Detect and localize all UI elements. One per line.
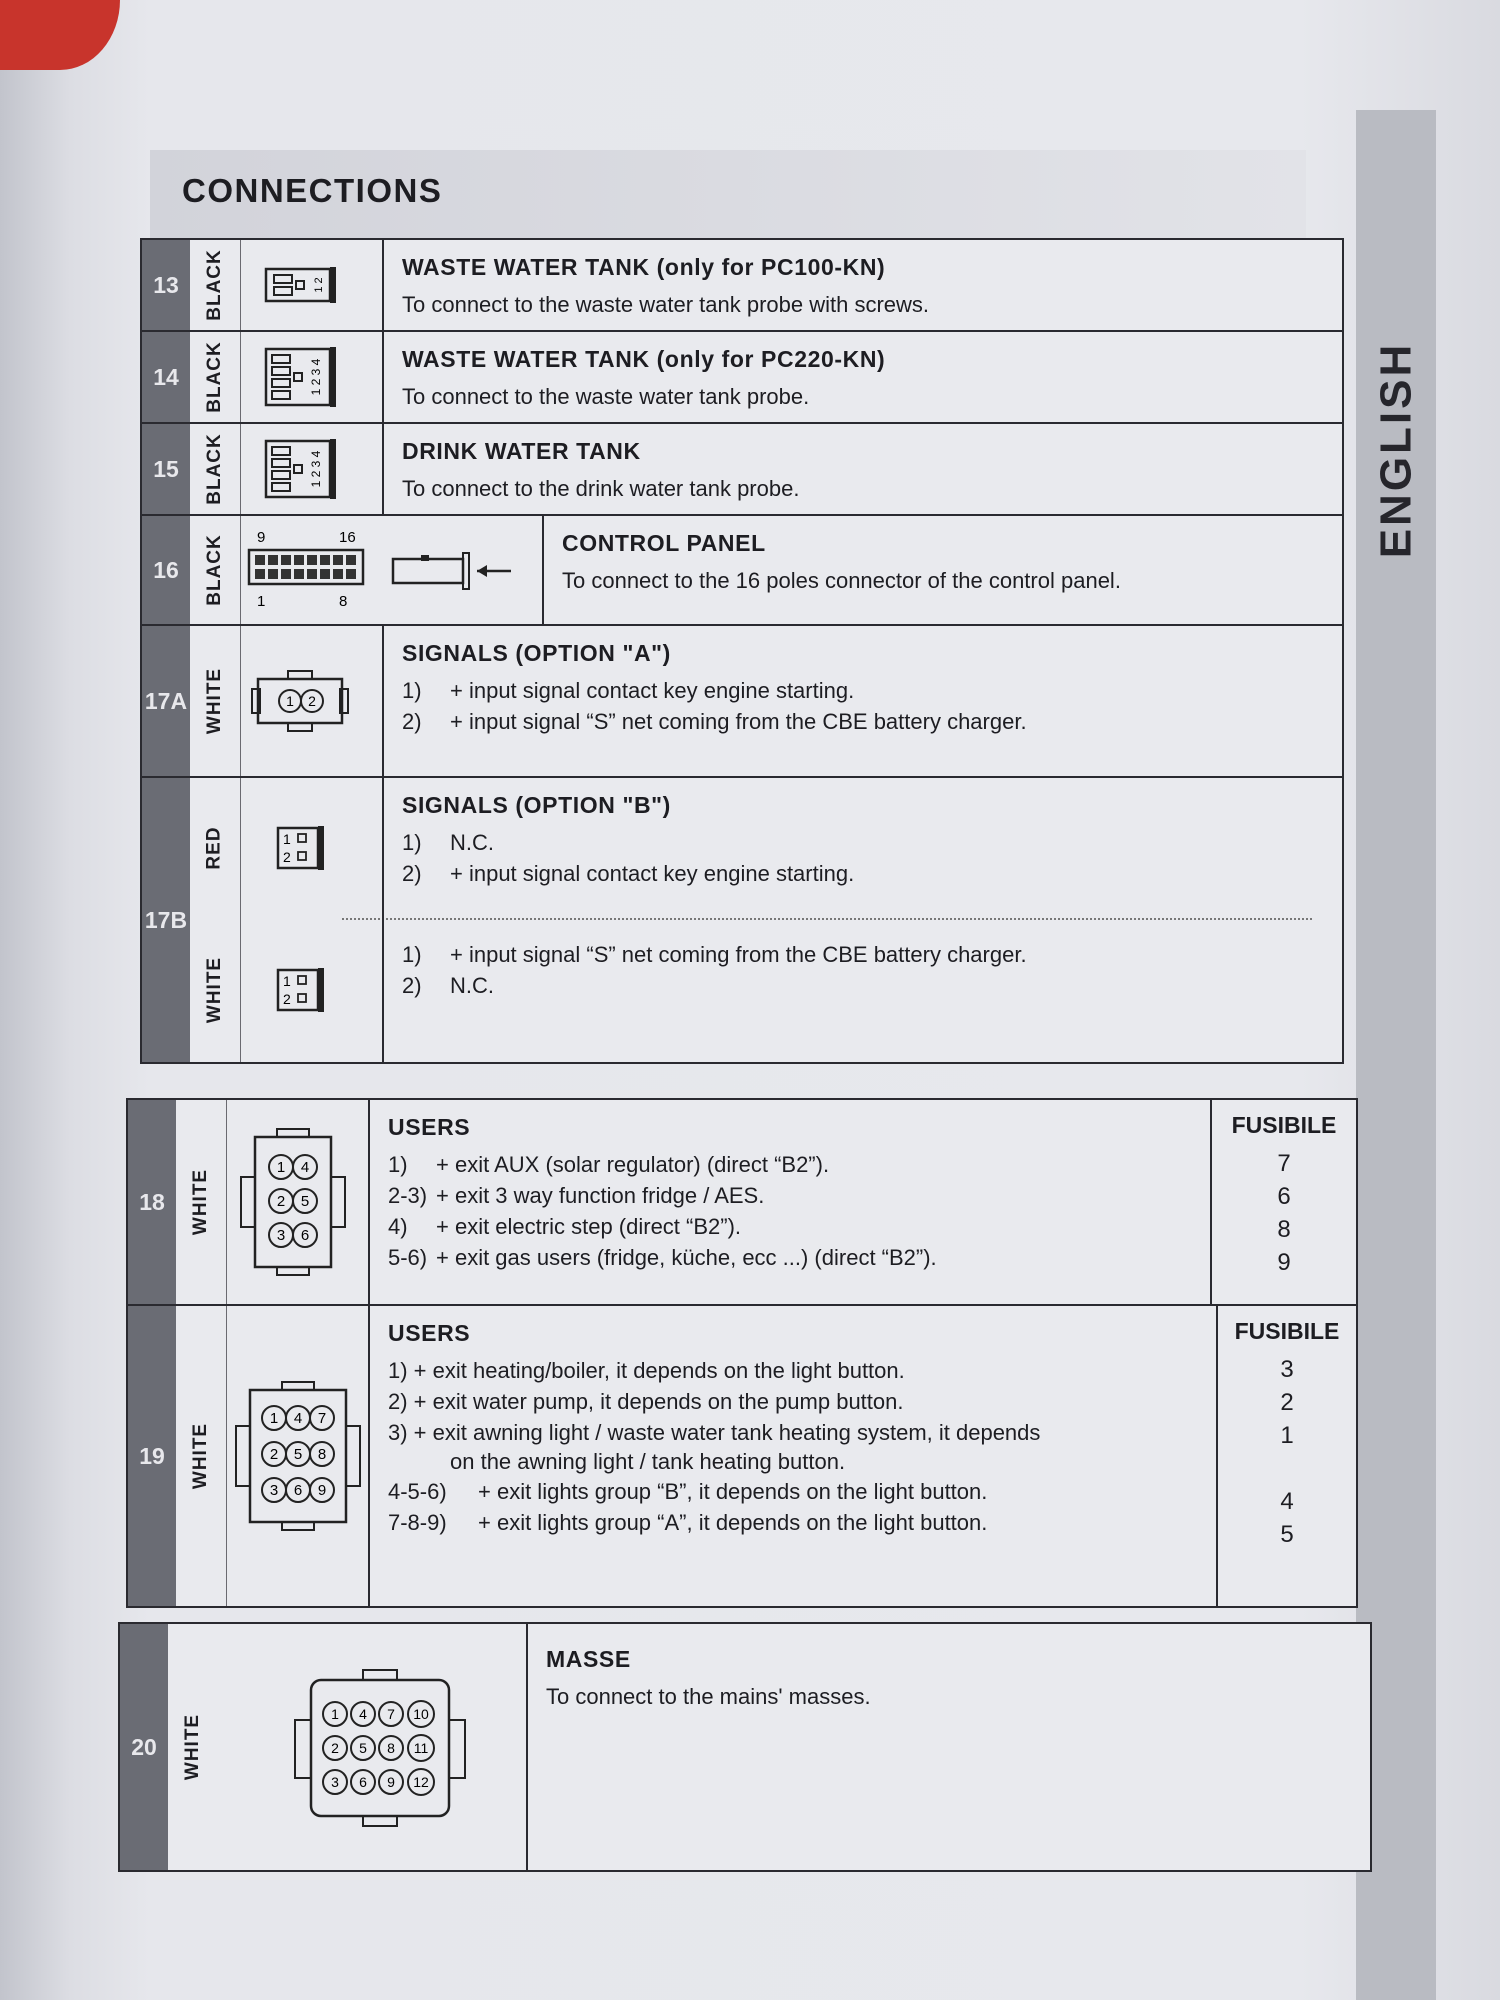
wire-color: WHITE [176, 1306, 227, 1606]
wire-color-red: RED [190, 778, 241, 918]
row-16 [142, 516, 1342, 626]
connector-16pin-drawing [243, 528, 371, 612]
connector-2pin-small-drawing [274, 966, 330, 1014]
row-18 [128, 1100, 1356, 1306]
row-description: DRINK WATER TANK To connect to the drink water tank probe. [382, 424, 1340, 514]
connector-4pin-drawing [262, 437, 342, 501]
row-number: 18 [128, 1100, 176, 1304]
list-item: 1) + input signal contact key engine starting. [402, 678, 855, 703]
row-description: MASSE To connect to the mains' masses. [526, 1624, 1370, 1870]
connector-6pin-drawing [233, 1127, 353, 1277]
wire-color: WHITE [176, 1100, 227, 1304]
masse-table [118, 1622, 1372, 1872]
connector-2pin-icon [242, 240, 362, 330]
svg-text:8: 8 [339, 593, 348, 610]
svg-text:9: 9 [257, 529, 266, 546]
svg-text:7: 7 [387, 1706, 395, 1722]
connector-6pin-icon [228, 1100, 358, 1304]
svg-text:4: 4 [359, 1706, 367, 1722]
list-item: 1) N.C. [402, 830, 494, 855]
svg-text:8: 8 [387, 1740, 395, 1756]
list-item: 2) + input signal contact key engine starting. [402, 861, 855, 886]
svg-text:1: 1 [257, 593, 266, 610]
row-description: USERS 1) + exit AUX (solar regulator) (direct “B2”). 2-3) + exit 3 way function fridge / AES. 4) + exit electric step (direct “B2”). 5-6) + exit gas users (fridge, küche, ecc ...) (direct “B2”). [368, 1100, 1210, 1304]
list-item-continuation: on the awning light / tank heating button. [450, 1449, 846, 1474]
list-item: 2) + exit water pump, it depends on the pump button. [388, 1389, 904, 1414]
row-14 [142, 332, 1342, 424]
connector-9pin-drawing [230, 1376, 366, 1536]
svg-text:5: 5 [293, 1446, 303, 1463]
row-description: SIGNALS (OPTION "A") 1) + input signal contact key engine starting. 2) + input signal “S” net coming from the CBE battery charger. [382, 626, 1340, 776]
svg-text:1: 1 [283, 831, 291, 847]
fuse-column: FUSIBILE 7 6 8 9 [1210, 1100, 1356, 1304]
row-15 [142, 424, 1342, 516]
svg-text:2: 2 [276, 1193, 286, 1210]
list-item: 5-6) + exit gas users (fridge, küche, ecc ...) (direct “B2”). [388, 1245, 937, 1270]
connector-2pin-small-drawing [274, 824, 330, 872]
row-17a [142, 626, 1342, 778]
list-item: 4-5-6) + exit lights group “B”, it depends on the light button. [388, 1479, 988, 1504]
row-19 [128, 1306, 1356, 1606]
svg-text:3: 3 [331, 1774, 339, 1790]
list-item: 2) N.C. [402, 973, 494, 998]
row-number: 15 [142, 424, 190, 514]
svg-text:3: 3 [276, 1227, 286, 1244]
svg-text:6: 6 [359, 1774, 367, 1790]
svg-text:3: 3 [269, 1482, 279, 1499]
wire-color: WHITE [190, 626, 241, 776]
svg-text:2: 2 [331, 1740, 339, 1756]
svg-text:5: 5 [359, 1740, 367, 1756]
connector-2pin-small-icon [242, 918, 362, 1062]
row-number: 16 [142, 516, 190, 624]
svg-text:1: 1 [331, 1706, 339, 1722]
svg-text:1: 1 [283, 973, 291, 989]
svg-text:12: 12 [413, 1774, 429, 1790]
svg-text:2: 2 [283, 991, 291, 1007]
row-description: CONTROL PANEL To connect to the 16 poles connector of the control panel. [542, 516, 1340, 624]
fuse-column: FUSIBILE 3 2 1 4 5 [1216, 1306, 1356, 1606]
svg-text:2: 2 [269, 1446, 279, 1463]
svg-text:1 2 3 4: 1 2 3 4 [309, 450, 323, 488]
row-number: 17B [142, 778, 190, 1062]
svg-text:1: 1 [269, 1410, 279, 1427]
wire-color: BLACK [190, 240, 241, 330]
svg-text:10: 10 [413, 1706, 429, 1722]
wire-color: BLACK [190, 424, 241, 514]
list-item: 7-8-9) + exit lights group “A”, it depends on the light button. [388, 1510, 988, 1535]
list-item: 1) + exit heating/boiler, it depends on the light button. [388, 1358, 905, 1383]
svg-text:8: 8 [317, 1446, 327, 1463]
svg-text:4: 4 [293, 1410, 303, 1427]
svg-text:6: 6 [293, 1482, 303, 1499]
wire-color: WHITE [182, 1713, 203, 1781]
list-item: 3) + exit awning light / waste water tank heating system, it depends [388, 1420, 1041, 1445]
connector-4pin-icon [242, 424, 362, 514]
row-17b [142, 778, 1342, 1062]
svg-text:6: 6 [300, 1227, 310, 1244]
svg-text:5: 5 [300, 1193, 310, 1210]
plug-arrow-drawing [387, 545, 517, 595]
svg-text:4: 4 [300, 1159, 310, 1176]
svg-text:1 2: 1 2 [313, 277, 325, 293]
page-title: CONNECTIONS [182, 172, 443, 209]
list-item: 1) + exit AUX (solar regulator) (direct “B2”). [388, 1152, 830, 1177]
row-20 [120, 1624, 1370, 1870]
connector-2pin-drawing [262, 263, 342, 307]
connector-2way-icon [242, 626, 362, 776]
row-number: 14 [142, 332, 190, 422]
list-item: 2-3) + exit 3 way function fridge / AES. [388, 1183, 765, 1208]
connector-9pin-icon [228, 1306, 368, 1606]
row-description: WASTE WATER TANK (only for PC220-KN) To connect to the waste water tank probe. [382, 332, 1340, 422]
wire-color-white: WHITE [190, 918, 241, 1062]
row-description: WASTE WATER TANK (only for PC100-KN) To connect to the waste water tank probe with screws. [382, 240, 1340, 330]
svg-text:9: 9 [317, 1482, 327, 1499]
svg-text:1: 1 [286, 693, 294, 709]
connector-16pin-icon [242, 516, 372, 624]
svg-text:1 2 3 4: 1 2 3 4 [309, 358, 323, 396]
red-cover-edge [0, 0, 120, 70]
language-label: ENGLISH [1371, 341, 1421, 559]
svg-text:11: 11 [413, 1740, 429, 1756]
svg-text:16: 16 [339, 529, 356, 546]
svg-text:2: 2 [283, 849, 291, 865]
users-table [126, 1098, 1358, 1608]
row-13 [142, 240, 1342, 332]
svg-text:9: 9 [387, 1774, 395, 1790]
svg-text:1: 1 [276, 1159, 286, 1176]
row-description: SIGNALS (OPTION "B") 1) N.C. 2) + input signal contact key engine starting. 1) + input signal “S” net coming from the CBE battery charger. 2) N.C. [382, 778, 1340, 1062]
list-item: 1) + input signal “S” net coming from the CBE battery charger. [402, 942, 1027, 967]
list-item: 2) + input signal “S” net coming from the CBE battery charger. [402, 709, 1027, 734]
wire-color: BLACK [190, 516, 241, 624]
connector-4pin-icon [242, 332, 362, 422]
wire-color: BLACK [190, 332, 241, 422]
row-number: 20 [120, 1624, 168, 1870]
row-number: 17A [142, 626, 190, 776]
connector-4pin-drawing [262, 345, 342, 409]
row-description: USERS 1) + exit heating/boiler, it depends on the light button. 2) + exit water pump, it depends on the pump button. 3) + exit awning light / waste water tank heating system, it depends on the awning light / tank heating button. 4-5-6) + exit lights group “B”, it depends on the light button. 7-8-9) + exit lights group “A”, it depends on the light button. [368, 1306, 1216, 1606]
row-number: 13 [142, 240, 190, 330]
svg-text:7: 7 [317, 1410, 327, 1427]
list-item: 4) + exit electric step (direct “B2”). [388, 1214, 742, 1239]
svg-text:2: 2 [308, 693, 316, 709]
connector-12pin-icon [230, 1624, 530, 1870]
connector-12pin-drawing [285, 1662, 475, 1832]
plug-arrow-icon [382, 516, 522, 624]
connector-2pin-small-icon [242, 778, 362, 918]
connections-table [140, 238, 1344, 1064]
connector-2way-drawing [250, 667, 354, 735]
row-number: 19 [128, 1306, 176, 1606]
